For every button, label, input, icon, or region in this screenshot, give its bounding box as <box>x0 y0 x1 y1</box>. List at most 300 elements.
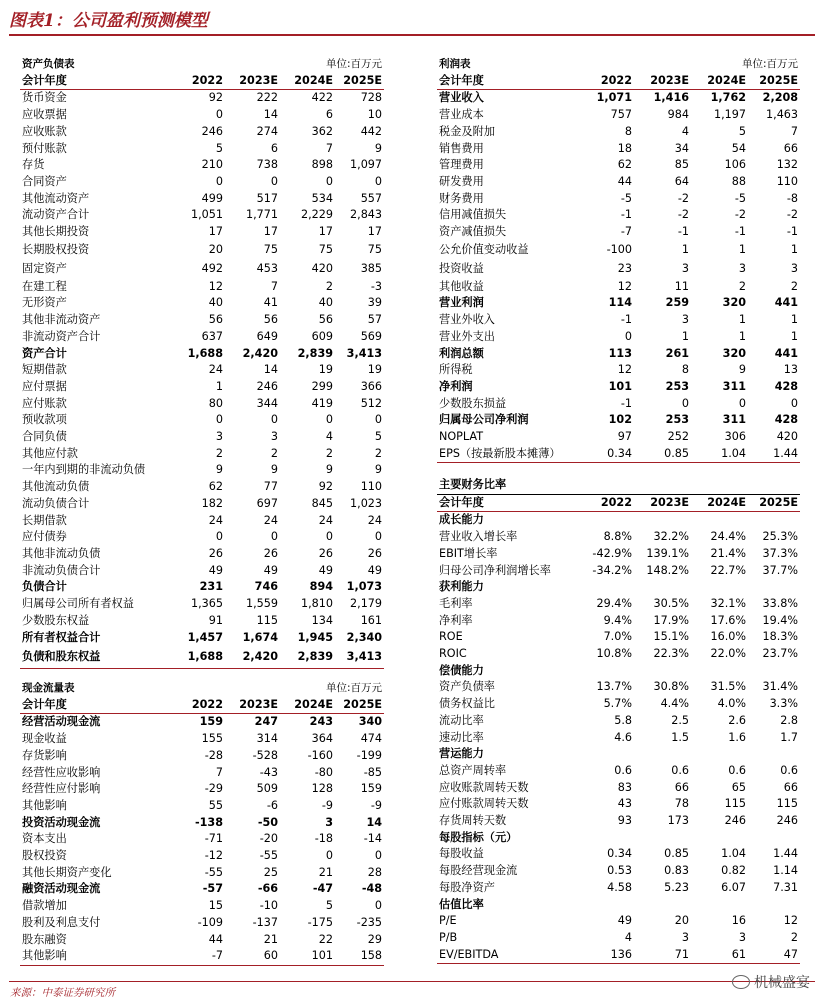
table-row <box>437 713 800 730</box>
row-label: P/E <box>439 914 457 928</box>
row-label: 营业成本 <box>439 108 484 122</box>
row-label: 长期借款 <box>22 513 67 527</box>
cell-value: -1 <box>786 225 799 239</box>
row-label: 其他流动负债 <box>22 480 90 494</box>
cell-value: 40 <box>318 296 334 310</box>
cell-value: 54 <box>731 141 747 155</box>
cell-value: 2,843 <box>350 208 383 222</box>
cell-value: 12 <box>783 914 798 928</box>
cell-value: 247 <box>254 715 279 729</box>
cell-value: 17.6% <box>710 613 746 627</box>
row-label: EPS（按最新股本摊薄） <box>437 446 577 463</box>
cell-value: 2.8 <box>780 713 798 727</box>
cell-value: -138 <box>195 815 223 829</box>
cell-value: 0.34 <box>607 847 632 861</box>
cell-value: 243 <box>309 715 334 729</box>
row-label: 毛利率 <box>439 596 473 610</box>
cell-value: 340 <box>358 715 383 729</box>
cell-value: 1,071 <box>596 91 632 105</box>
cell-value: 8 <box>624 124 632 138</box>
cell-value: 29 <box>367 932 383 946</box>
page-title: 图表1：公司盈利预测模型 <box>9 6 815 36</box>
watermark-text: 机械盛宴 <box>754 975 810 991</box>
cell-value: 22 <box>318 932 334 946</box>
cell-value <box>634 746 691 763</box>
cell-value: 898 <box>311 158 334 172</box>
row-label: ROIC <box>439 647 467 661</box>
table-row <box>20 915 384 932</box>
cell-value: 4 <box>325 430 334 444</box>
table-row <box>437 629 800 646</box>
cell-value: -48 <box>361 882 383 896</box>
row-label: 短期借款 <box>22 363 67 377</box>
cell-value: 894 <box>309 580 334 594</box>
row-label: 获利能力 <box>439 580 484 594</box>
wechat-icon <box>732 975 750 989</box>
row-label: 公允价值变动收益 <box>439 242 529 256</box>
cell-value: 56 <box>263 313 279 327</box>
income-statement-table <box>437 56 800 463</box>
cell-value: 1.04 <box>721 847 746 861</box>
row-label: 在建工程 <box>22 279 67 293</box>
cell-value: 1,674 <box>242 631 279 645</box>
table-row <box>20 479 384 496</box>
cell-value: 9 <box>738 363 747 377</box>
row-label: 所得税 <box>439 363 473 377</box>
cell-value: 0 <box>374 174 383 188</box>
section-heading-row <box>437 746 800 763</box>
cell-value: 1,416 <box>653 91 690 105</box>
row-label: 货币资金 <box>22 91 67 105</box>
table-row <box>437 913 800 930</box>
cell-value: 62 <box>617 158 632 172</box>
table-row <box>437 362 800 379</box>
cell-value: 2,420 <box>242 346 279 360</box>
cell-value: 2 <box>325 446 334 460</box>
column-header: 会计年度 <box>20 697 170 714</box>
cell-value: 10 <box>367 108 383 122</box>
table-header-row <box>20 73 384 90</box>
table-row <box>437 596 800 613</box>
cell-value: 0 <box>270 530 279 544</box>
cell-value: 113 <box>608 346 632 360</box>
table-row <box>20 207 384 224</box>
cell-value: 1,688 <box>170 648 225 669</box>
table-row <box>437 191 800 208</box>
column-header: 2025E <box>748 494 800 512</box>
cell-value: 2 <box>215 446 223 460</box>
cell-value: 14 <box>366 815 383 829</box>
cell-value: 83 <box>617 780 632 794</box>
cell-value: 97 <box>617 430 632 444</box>
cell-value: -29 <box>204 782 223 796</box>
table-row <box>20 157 384 174</box>
cell-value: 17 <box>367 225 383 239</box>
cell-value <box>577 897 634 914</box>
cell-value: 1 <box>790 242 799 256</box>
row-label: 现金收益 <box>22 732 67 746</box>
table-row <box>437 646 800 663</box>
row-label: 存货影响 <box>22 748 67 762</box>
row-label: 资产负债率 <box>439 680 495 694</box>
cell-value: 311 <box>722 379 747 393</box>
cell-value: 148.2% <box>646 563 689 577</box>
cell-value: 17 <box>318 225 334 239</box>
table-row <box>20 329 384 346</box>
row-label: 其他长期投资 <box>22 225 90 239</box>
row-label: 净利率 <box>439 613 473 627</box>
cell-value: 441 <box>774 346 799 360</box>
table-row <box>437 241 800 260</box>
row-label: 营业外收入 <box>439 313 495 327</box>
row-label: 速动比率 <box>439 730 484 744</box>
cell-value: -1 <box>734 225 747 239</box>
row-label: 合同资产 <box>22 174 67 188</box>
cell-value: 31.5% <box>710 680 746 694</box>
cell-value: 1,197 <box>714 108 747 122</box>
cell-value: -137 <box>252 915 279 929</box>
row-label: 营业利润 <box>439 296 484 310</box>
cell-value: 4.0% <box>717 697 746 711</box>
cell-value: 1.04 <box>691 446 748 463</box>
cell-value: 0 <box>681 396 690 410</box>
cell-value: 0 <box>270 413 279 427</box>
column-header: 会计年度 <box>20 73 170 90</box>
cell-value: 49 <box>208 563 223 577</box>
cell-value: 14 <box>263 363 279 377</box>
table-row <box>20 815 384 832</box>
cell-value: 2,179 <box>350 597 383 611</box>
cell-value: 17.9% <box>653 613 689 627</box>
cell-value: 159 <box>360 782 383 796</box>
table-row <box>437 880 800 897</box>
table-row <box>20 90 384 107</box>
row-label: EV/EBITDA <box>437 947 577 964</box>
cell-value: 3,413 <box>346 346 383 360</box>
cell-value: -8 <box>786 191 799 205</box>
cell-value: 0.6 <box>614 763 632 777</box>
cell-value: 77 <box>263 480 279 494</box>
row-label: NOPLAT <box>439 430 484 444</box>
table-row <box>20 124 384 141</box>
row-label: 投资活动现金流 <box>22 815 101 829</box>
cell-value: 115 <box>776 797 798 811</box>
cell-value: 0.34 <box>577 446 634 463</box>
cell-value: 66 <box>783 780 798 794</box>
cell-value: 57 <box>367 313 383 327</box>
section-heading-row <box>437 512 800 529</box>
table-row <box>437 429 800 446</box>
cell-value: 0.85 <box>634 446 691 463</box>
cell-value: 0.6 <box>728 763 746 777</box>
cell-value: -2 <box>734 208 747 222</box>
cell-value: -2 <box>677 191 690 205</box>
cell-value: 362 <box>311 124 334 138</box>
section-heading-row <box>437 897 800 914</box>
cell-value: 5.7% <box>603 697 632 711</box>
row-label: 其他影响 <box>22 798 67 812</box>
cell-value: 16.0% <box>710 630 746 644</box>
cell-value: 10.8% <box>596 647 632 661</box>
cell-value: 517 <box>256 191 279 205</box>
column-header: 2024E <box>691 494 748 512</box>
cell-value: 24 <box>208 363 223 377</box>
cell-value: 3 <box>270 430 279 444</box>
table-row <box>437 446 800 463</box>
cell-value: 0 <box>738 396 747 410</box>
cell-value: 4 <box>624 930 632 944</box>
table-row <box>20 513 384 530</box>
cell-value: 2,420 <box>225 648 280 669</box>
cell-value: 31.4% <box>762 680 798 694</box>
row-label: 股权投资 <box>22 849 67 863</box>
row-label: 每股指标（元） <box>439 830 518 844</box>
source-note: 来源：中泰证券研究所 <box>10 987 115 999</box>
cell-value: -55 <box>204 865 223 879</box>
column-header: 2024E <box>280 73 335 90</box>
cell-value: 114 <box>608 296 632 310</box>
cell-value: 18.3% <box>762 630 798 644</box>
cell-value: 24 <box>318 513 334 527</box>
cell-value: 28 <box>367 865 383 879</box>
cell-value: 40 <box>208 296 223 310</box>
cell-value: 75 <box>367 242 383 256</box>
cell-value <box>748 746 800 763</box>
cell-value: 1,810 <box>301 597 334 611</box>
cell-value: 419 <box>311 396 334 410</box>
cell-value: 93 <box>617 814 632 828</box>
cell-value: 2,839 <box>297 346 334 360</box>
row-label: 利润总额 <box>439 346 484 360</box>
row-label: 应付账款周转天数 <box>439 797 529 811</box>
table-row <box>437 796 800 813</box>
table-row <box>437 312 800 329</box>
table-row <box>20 191 384 208</box>
cell-value: 1 <box>738 242 747 256</box>
cell-value: -50 <box>257 815 279 829</box>
table-row <box>20 295 384 312</box>
table-row <box>20 848 384 865</box>
cell-value: 499 <box>201 191 223 205</box>
column-header: 2023E <box>225 73 280 90</box>
row-label: ROE <box>439 630 463 644</box>
row-label: 应收账款周转天数 <box>439 780 529 794</box>
cell-value: 1.6 <box>728 730 746 744</box>
cell-value: 420 <box>311 261 334 275</box>
cell-value: 136 <box>577 947 634 964</box>
cell-value: 259 <box>665 296 690 310</box>
cell-value: 21.4% <box>710 546 746 560</box>
table-row <box>20 462 384 479</box>
cell-value: 0.85 <box>664 847 689 861</box>
row-label: 合同负债 <box>22 430 67 444</box>
column-header: 2022 <box>170 73 225 90</box>
cell-value: 385 <box>360 261 383 275</box>
cell-value: 3.3% <box>769 697 798 711</box>
cell-value: -9 <box>370 798 383 812</box>
cell-value: 210 <box>201 158 223 172</box>
table-row <box>437 780 800 797</box>
cell-value: 6 <box>325 108 334 122</box>
cell-value: 26 <box>208 546 223 560</box>
cell-value: 71 <box>634 947 691 964</box>
table-row <box>20 596 384 613</box>
cell-value: 3,413 <box>335 648 384 669</box>
cell-value: 0.82 <box>721 864 746 878</box>
cell-value: 49 <box>617 914 632 928</box>
cell-value: 3 <box>215 430 223 444</box>
cell-value: -7 <box>620 225 632 239</box>
row-label: 股东融资 <box>22 932 67 946</box>
row-label: 非流动资产合计 <box>22 329 101 343</box>
cell-value: 441 <box>774 296 799 310</box>
cell-value: 246 <box>776 814 798 828</box>
cell-value: 557 <box>360 191 383 205</box>
table-row <box>437 107 800 124</box>
cell-value: 61 <box>691 947 748 964</box>
cell-value: 231 <box>199 580 223 594</box>
row-label: 应付账款 <box>22 396 67 410</box>
row-label: 销售费用 <box>439 141 484 155</box>
cell-value: 5 <box>374 430 383 444</box>
column-header: 2024E <box>691 73 748 90</box>
cell-value: 246 <box>724 814 746 828</box>
cell-value: 422 <box>311 91 334 105</box>
row-label: 预收款项 <box>22 413 67 427</box>
cell-value: 110 <box>360 480 383 494</box>
table-row <box>20 260 384 279</box>
cell-value <box>748 897 800 914</box>
cell-value <box>577 663 634 680</box>
watermark <box>732 972 810 992</box>
cell-value: 60 <box>225 948 280 965</box>
cell-value: 0 <box>325 530 334 544</box>
table-row <box>20 748 384 765</box>
cell-value: 25 <box>263 865 279 879</box>
cell-value: 22.0% <box>710 647 746 661</box>
row-label: 归母公司净利润增长率 <box>439 563 551 577</box>
row-label: 归属母公司净利润 <box>439 413 529 427</box>
cell-value: 44 <box>208 932 223 946</box>
cell-value <box>577 512 634 529</box>
row-label: 长期股权投资 <box>22 242 90 256</box>
table-row <box>20 613 384 630</box>
table-row <box>20 279 384 296</box>
cell-value: 306 <box>724 430 747 444</box>
table-row <box>437 346 800 363</box>
cell-value: 26 <box>367 546 383 560</box>
table-row <box>437 529 800 546</box>
cell-value: 0 <box>374 899 383 913</box>
cell-value: 246 <box>256 379 279 393</box>
table-header-row <box>20 697 384 714</box>
table-row <box>437 90 800 107</box>
cell-value: 106 <box>724 158 747 172</box>
table-title: 资产负债表 <box>22 58 75 70</box>
cell-value: 366 <box>360 379 383 393</box>
row-label: 存货周转天数 <box>439 814 507 828</box>
cell-value: -100 <box>606 242 632 256</box>
cell-value: 8 <box>681 363 690 377</box>
table-row <box>20 379 384 396</box>
unit-label: 单位:百万元 <box>326 58 383 70</box>
cell-value <box>748 512 800 529</box>
row-label: 其他长期资产变化 <box>22 865 112 879</box>
cell-value <box>634 579 691 596</box>
table-row <box>437 930 800 947</box>
cell-value: 984 <box>667 108 690 122</box>
cell-value: -1 <box>620 208 632 222</box>
row-label: 少数股东权益 <box>22 613 90 627</box>
cell-value: 746 <box>254 580 279 594</box>
cell-value: -109 <box>197 915 223 929</box>
cell-value: 5 <box>738 124 747 138</box>
cell-value: 253 <box>665 413 690 427</box>
table-row <box>437 157 800 174</box>
table-row <box>437 696 800 713</box>
column-header: 2024E <box>280 697 335 714</box>
cell-value: 1,688 <box>187 346 223 360</box>
cell-value: 66 <box>783 141 799 155</box>
cell-value: 1 <box>681 329 690 343</box>
row-label: 总资产周转率 <box>439 763 507 777</box>
row-label: 税金及附加 <box>439 124 495 138</box>
cell-value: 15.1% <box>653 630 689 644</box>
balance-sheet-table <box>20 56 384 669</box>
cell-value: 158 <box>335 948 384 965</box>
column-header: 2022 <box>577 73 634 90</box>
cell-value: 5.23 <box>664 880 689 894</box>
cell-value: -71 <box>204 832 223 846</box>
column-header: 2023E <box>225 697 280 714</box>
cell-value: 134 <box>311 613 334 627</box>
cell-value: 1 <box>215 379 223 393</box>
cell-value: 1,097 <box>350 158 383 172</box>
cell-value: 55 <box>208 798 223 812</box>
cell-value: 128 <box>311 782 334 796</box>
cell-value: 173 <box>667 814 689 828</box>
table-row <box>20 798 384 815</box>
row-label: 经营活动现金流 <box>22 715 101 729</box>
table-row <box>20 932 384 949</box>
cell-value: 20 <box>674 914 689 928</box>
cell-value: 7 <box>270 279 279 293</box>
cell-value: 23.7% <box>762 647 798 661</box>
cell-value: 845 <box>311 496 334 510</box>
cell-value: 41 <box>263 296 279 310</box>
cell-value: 19 <box>367 363 383 377</box>
cell-value: 1,463 <box>766 108 799 122</box>
cell-value: 24 <box>208 513 223 527</box>
table-row <box>20 429 384 446</box>
cell-value: -2 <box>677 208 690 222</box>
cell-value: 19 <box>318 363 334 377</box>
table-row <box>437 546 800 563</box>
table-row <box>437 947 800 964</box>
column-header: 2022 <box>577 494 634 512</box>
row-label: 偿债能力 <box>439 663 484 677</box>
cell-value: 1,457 <box>187 631 223 645</box>
cell-value: 2 <box>270 446 279 460</box>
cell-value: 512 <box>360 396 383 410</box>
cell-value: 0 <box>215 530 223 544</box>
cell-value: 299 <box>311 379 334 393</box>
cell-value: 78 <box>674 797 689 811</box>
cell-value: 3 <box>681 313 690 327</box>
table-row <box>437 730 800 747</box>
cell-value: 0 <box>215 413 223 427</box>
row-label: 流动比率 <box>439 713 484 727</box>
